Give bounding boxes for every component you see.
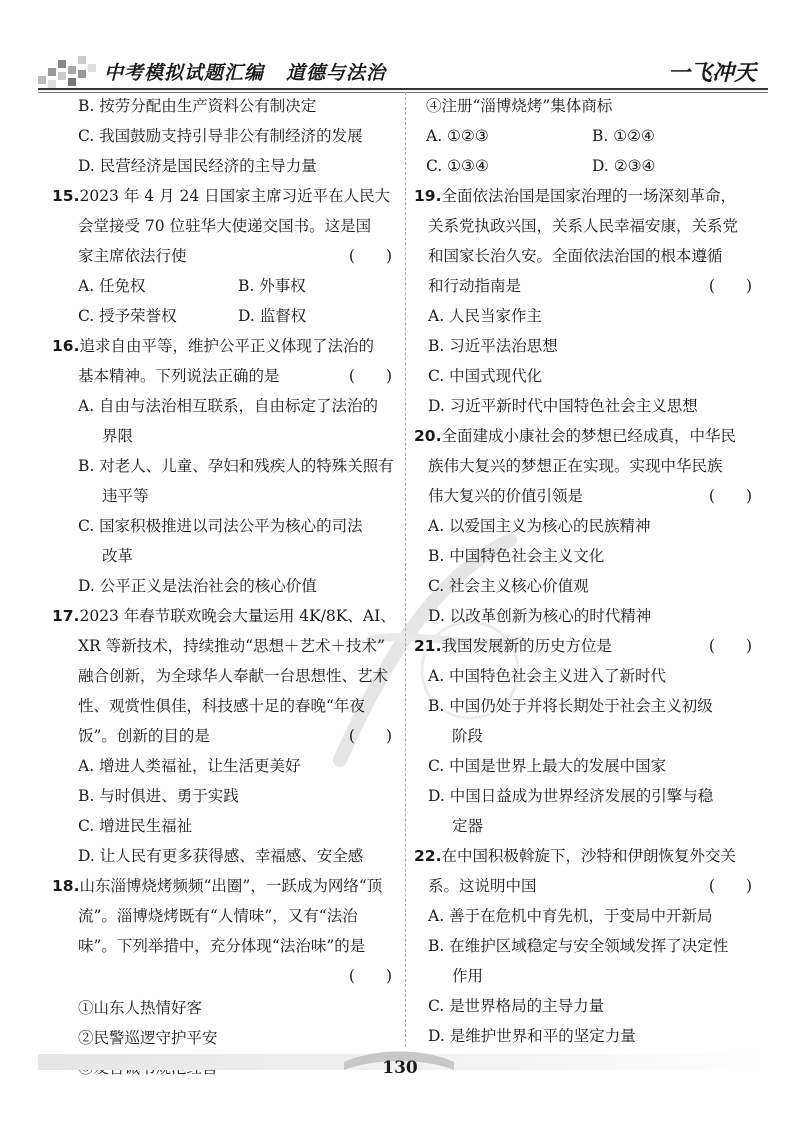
q16-option-c: C. 国家积极推进以司法公平为核心的司法: [78, 517, 363, 535]
q16-option-b: B. 对老人、儿童、孕妇和残疾人的特殊关照有: [78, 457, 394, 475]
answer-bracket: ( ): [348, 367, 392, 385]
q20-number: 20.: [414, 427, 442, 445]
q19-stem-line-3: 和国家长治久安。全面依法治国的根本遵循: [428, 247, 723, 265]
q15-option-d: D. 监督权: [238, 307, 307, 325]
q18-option-a: A. ①②③: [426, 127, 489, 145]
series-title: 中考模拟试题汇编: [104, 62, 265, 84]
q18-statement-1: ①山东人热情好客: [78, 999, 203, 1017]
q15-option-a: A. 任免权: [78, 277, 146, 295]
q21-option-c: C. 中国是世界上最大的发展中国家: [428, 757, 667, 775]
q20-stem-line-3: 伟大复兴的价值引领是 ( ): [428, 487, 752, 505]
q16-option-d: D. 公平正义是法治社会的核心价值: [78, 577, 317, 595]
q22-number: 22.: [414, 847, 442, 865]
q16-option-a-cont: 界限: [102, 427, 134, 445]
q17-option-c: C. 增进民生福祉: [78, 817, 193, 835]
q17-stem-line-4: 性、观赏性俱佳，科技感十足的春晚“年夜: [78, 697, 365, 715]
q18-statement-4: ④注册“淄博烧烤”集体商标: [426, 97, 613, 115]
q16-stem-line-1: 16.追求自由平等，维护公平正义体现了法治的: [52, 337, 374, 355]
q18-stem-line-3: 味”。下列举措中，充分体现“法治味”的是: [78, 937, 366, 955]
q22-option-d: D. 是维护世界和平的坚定力量: [428, 1027, 636, 1045]
column-divider: [405, 92, 406, 1047]
q17-stem-line-2: XR 等新技术，持续推动“思想＋艺术＋技术”: [78, 637, 385, 655]
q17-stem-line-5: 饭”。创新的目的是 ( ): [78, 727, 392, 745]
q14-option-d: D. 民营经济是国民经济的主导力量: [78, 157, 317, 175]
q21-option-a: A. 中国特色社会主义进入了新时代: [428, 667, 667, 685]
q17-option-d: D. 让人民有更多获得感、幸福感、安全感: [78, 847, 364, 865]
q20-option-c: C. 社会主义核心价值观: [428, 577, 589, 595]
q21-number: 21.: [414, 637, 442, 655]
q21-option-d: D. 中国日益成为世界经济发展的引擎与稳: [428, 787, 714, 805]
page-header: [0, 0, 800, 100]
header-rule-thin: [38, 92, 768, 93]
q18-statement-2: ②民警巡逻守护平安: [78, 1029, 218, 1047]
subject-title: 道德与法治: [286, 62, 387, 84]
q19-option-b: B. 习近平法治思想: [428, 337, 558, 355]
q21-stem-line-1: 21.我国发展新的历史方位是 ( ): [414, 637, 752, 655]
answer-bracket: ( ): [708, 637, 752, 655]
q16-option-c-cont: 改革: [102, 547, 134, 565]
q20-stem-line-2: 族伟大复兴的梦想正在实现。实现中华民族: [428, 457, 723, 475]
q18-stem-line-1: 18.山东淄博烧烤频频“出圈”，一跃成为网络“顶: [52, 877, 383, 895]
header-rule: [38, 88, 768, 90]
q16-stem-line-2: 基本精神。下列说法正确的是 ( ): [78, 367, 392, 385]
q14-option-b: B. 按劳分配由生产资料公有制决定: [78, 97, 317, 115]
q18-option-d: D. ②③④: [592, 157, 656, 175]
answer-bracket: ( ): [708, 877, 752, 895]
q15-number: 15.: [52, 187, 80, 205]
q17-number: 17.: [52, 607, 80, 625]
q22-stem-line-1: 22.在中国积极斡旋下，沙特和伊朗恢复外交关: [414, 847, 736, 865]
q18-number: 18.: [52, 877, 80, 895]
q22-option-a: A. 善于在危机中育先机，于变局中开新局: [428, 907, 713, 925]
q20-stem-line-1: 20.全面建成小康社会的梦想已经成真，中华民: [414, 427, 736, 445]
q19-stem-line-1: 19.全面依法治国是国家治理的一场深刻革命，: [414, 187, 736, 205]
q22-option-c: C. 是世界格局的主导力量: [428, 997, 605, 1015]
q19-stem-line-4: 和行动指南是 ( ): [428, 277, 752, 295]
answer-bracket: ( ): [708, 487, 752, 505]
q22-option-b: B. 在维护区域稳定与安全领域发挥了决定性: [428, 937, 729, 955]
q21-option-d-cont: 定器: [452, 817, 484, 835]
q21-option-b: B. 中国仍处于并将长期处于社会主义初级: [428, 697, 713, 715]
q15-option-b: B. 外事权: [238, 277, 306, 295]
q20-option-d: D. 以改革创新为核心的时代精神: [428, 607, 652, 625]
q17-stem-line-1: 17.2023 年春节联欢晚会大量运用 4K/8K、AI、: [52, 607, 396, 625]
q21-option-b-cont: 阶段: [452, 727, 484, 745]
q16-number: 16.: [52, 337, 80, 355]
q20-option-b: B. 中国特色社会主义文化: [428, 547, 605, 565]
q15-stem-line-2: 会堂接受 70 位驻华大使递交国书。这是国: [78, 217, 372, 235]
q19-number: 19.: [414, 187, 442, 205]
q16-option-a: A. 自由与法治相互联系，自由标定了法治的: [78, 397, 379, 415]
book-title: [104, 58, 386, 85]
q19-stem-line-2: 关系党执政兴国，关系人民幸福安康，关系党: [428, 217, 739, 235]
q20-option-a: A. 以爱国主义为核心的民族精神: [428, 517, 651, 535]
page-number: 130: [382, 1058, 418, 1078]
q19-option-a: A. 人民当家作主: [428, 307, 543, 325]
q18-option-c: C. ①③④: [426, 157, 489, 175]
q18-option-b: B. ①②④: [592, 127, 655, 145]
q15-stem-line-1: 15.2023 年 4 月 24 日国家主席习近平在人民大: [52, 187, 391, 205]
q17-stem-line-3: 融合创新，为全球华人奉献一台思想性、艺术: [78, 667, 389, 685]
q22-option-b-cont: 作用: [452, 967, 484, 985]
q17-option-a: A. 增进人类福祉，让生活更美好: [78, 757, 301, 775]
answer-bracket: ( ): [348, 967, 392, 985]
q16-option-b-cont: 违平等: [102, 487, 149, 505]
brand-logo: 一飞冲天: [667, 61, 756, 86]
q18-stem-line-2: 流”。淄博烧烤既有“人情味”，又有“法治: [78, 907, 358, 925]
q19-option-d: D. 习近平新时代中国特色社会主义思想: [428, 397, 698, 415]
q15-option-c: C. 授予荣誉权: [78, 307, 177, 325]
q22-stem-line-2: 系。这说明中国 ( ): [428, 877, 752, 895]
q15-stem-line-3: 家主席依法行使 ( ): [78, 247, 392, 265]
answer-bracket: ( ): [708, 277, 752, 295]
checker-pattern-icon: [38, 52, 98, 92]
q14-option-c: C. 我国鼓励支持引导非公有制经济的发展: [78, 127, 363, 145]
answer-bracket: ( ): [348, 247, 392, 265]
q17-option-b: B. 与时俱进、勇于实践: [78, 787, 239, 805]
q19-option-c: C. 中国式现代化: [428, 367, 543, 385]
answer-bracket: ( ): [348, 727, 392, 745]
